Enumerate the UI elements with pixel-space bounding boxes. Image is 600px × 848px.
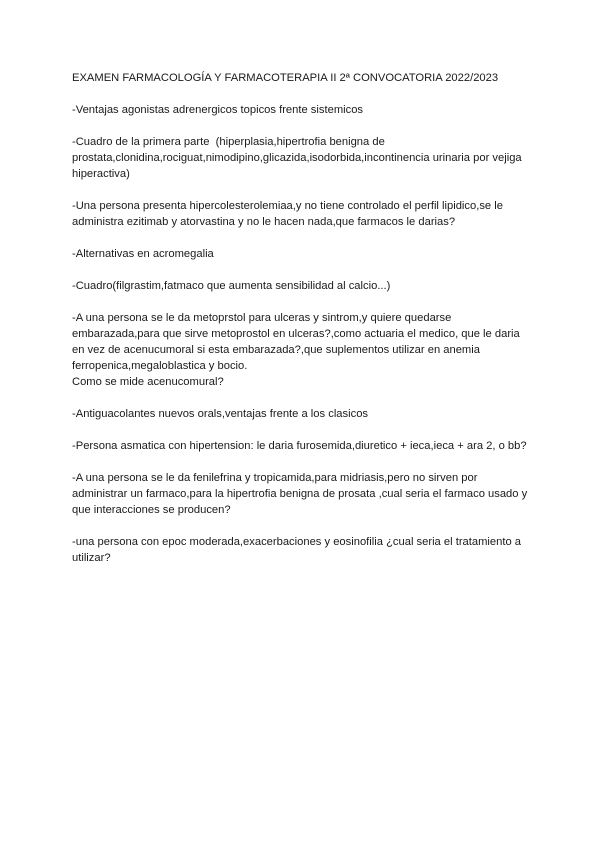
document-body (72, 70, 542, 582)
question-8: -Persona asmatica con hipertension: le daria furosemida,diuretico + ieca,ieca + ara 2, o bb? (72, 440, 527, 452)
question-1: -Ventajas agonistas adrenergicos topicos frente sistemicos (72, 104, 364, 116)
document-title: EXAMEN FARMACOLOGÍA Y FARMACOTERAPIA II 2ª CONVOCATORIA 2022/2023 (72, 72, 499, 84)
question-7: -Antiguacolantes nuevos orals,ventajas frente a los clasicos (72, 408, 369, 420)
question-10: -una persona con epoc moderada,exacerbaciones y eosinofilia ¿cual seria el tratamiento a utilizar? (72, 536, 522, 564)
question-2: -Cuadro de la primera parte (hiperplasia,hipertrofia benigna de prostata,clonidina,rociguat,nimodipino,glicazida,isodorbida,incontinencia urinaria por vejiga hiperactiva) (72, 136, 522, 180)
question-6: -A una persona se le da metoprstol para ulceras y sintrom,y quiere quedarse embarazada,para que sirve metoprostol en ulceras?,como actuaria el medico, que le daria en vez de acenucumoral si esta embarazada?,que suplementos utilizar en anemia ferropenica,megaloblastica y bocio. Como se mide acenucomural? (72, 312, 520, 388)
question-9: -A una persona se le da fenilefrina y tropicamida,para midriasis,pero no sirven por administrar un farmaco,para la hipertrofia benigna de prosata ,cual seria el farmaco usado y que interacciones se producen? (72, 472, 528, 516)
question-5: -Cuadro(filgrastim,fatmaco que aumenta sensibilidad al calcio...) (72, 280, 391, 292)
question-4: -Alternativas en acromegalia (72, 248, 214, 260)
question-3: -Una persona presenta hipercolesterolemiaa,y no tiene controlado el perfil lipidico,se le administra ezitimab y atorvastina y no le hacen nada,que farmacos le darias? (72, 200, 503, 228)
